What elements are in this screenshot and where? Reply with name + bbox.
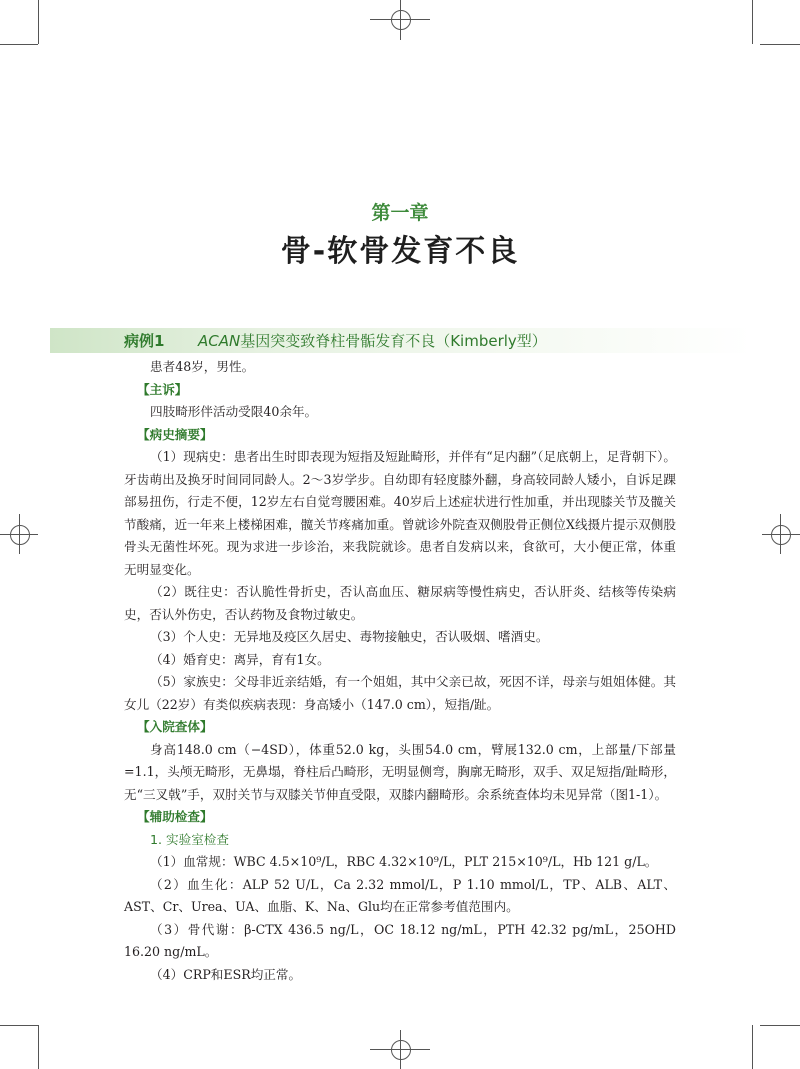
case-title-text: 基因突变致脊柱骨骺发育不良（Kimberly型）	[240, 332, 547, 350]
chapter-title: 骨-软骨发育不良	[280, 234, 520, 269]
blood-routine-paragraph: （1）血常规：WBC 4.5×10⁹/L，RBC 4.32×10⁹/L，PLT 215×10⁹/L，Hb 121 g/L。	[150, 854, 658, 869]
past-history-paragraph: （2）既往史：否认脆性骨折史，否认高血压、糖尿病等慢性病史，否认肝炎、结核等传染病史，否认外伤史，否认药物及食物过敏史。	[124, 584, 676, 622]
lab-subheading: 1. 实验室检查	[150, 831, 229, 847]
case-title	[198, 330, 547, 351]
crp-esr-paragraph: （4）CRP和ESR均正常。	[150, 966, 302, 982]
registration-circle	[391, 1040, 411, 1060]
gene-name: ACAN	[198, 332, 241, 350]
section-heading-chief-complaint: 【主诉】	[137, 381, 188, 397]
crop-mark	[752, 1025, 753, 1069]
crop-mark	[760, 1025, 800, 1026]
registration-circle	[10, 525, 30, 545]
crop-mark	[38, 0, 39, 44]
family-history-paragraph: （5）家族史：父母非近亲结婚，有一个姐姐，其中父亲已故，死因不详，母亲与姐姐体健。其女儿（22岁）有类似疾病表现：身高矮小（147.0 cm），短指/趾。	[124, 674, 676, 712]
section-heading-exam: 【入院查体】	[137, 719, 213, 734]
present-illness-paragraph: （1）现病史：患者出生时即表现为短指及短趾畸形，并伴有“足内翻”（足底朝上，足背朝下）。牙齿萌出及换牙时间同同龄人。2～3岁学步。自幼即有轻度膝外翻，身高较同龄人矮小，自诉足踝部易扭伤，行走不便，12岁左右自觉弯腰困难。40岁后上述症状进行性加重，并出现膝关节及髋关节酸痛，近一年来上楼梯困难，髋关节疼痛加重。曾就诊外院查双侧股骨正侧位X线摄片提示双侧股骨头无菌性坏死。现为求进一步诊治，来我院就诊。患者自发病以来，食欲可，大小便正常，体重无明显变化。	[124, 449, 676, 577]
marital-history-paragraph: （4）婚育史：离异，育有1女。	[150, 651, 330, 667]
registration-circle	[771, 525, 791, 545]
registration-circle	[391, 10, 411, 30]
biochem-paragraph: （2）血生化：ALP 52 U/L，Ca 2.32 mmol/L，P 1.10 mmol/L，TP、ALB、ALT、AST、Cr、Urea、UA、血脂、K、Na、Glu均在正常参考值范围内。	[124, 876, 676, 914]
crop-mark	[760, 44, 800, 45]
case-body	[124, 356, 676, 986]
chief-complaint-paragraph: 四肢畸形伴活动受限40余年。	[150, 404, 318, 419]
chapter-number: 第一章	[371, 202, 429, 224]
exam-paragraph: 身高148.0 cm（−4SD），体重52.0 kg，头围54.0 cm，臂展132.0 cm，上部量/下部量=1.1，头颅无畸形，无鼻塌，脊柱后凸畸形，无明显侧弯，胸廓无畸形，双手、双足短指/趾畸形，无“三叉戟”手，双肘关节与双膝关节伸直受限，双膝内翻畸形。余系统查体均未见异常（图1-1）。	[124, 741, 676, 802]
bone-metab-paragraph: （3）骨代谢：β-CTX 436.5 ng/L，OC 18.12 ng/mL，PTH 42.32 pg/mL，25OHD 16.20 ng/mL。	[124, 921, 676, 959]
section-heading-history: 【病史摘要】	[137, 426, 213, 442]
personal-history-paragraph: （3）个人史：无异地及疫区久居史、毒物接触史，否认吸烟、嗜酒史。	[150, 629, 549, 644]
crop-mark	[38, 1025, 39, 1069]
intro-paragraph: 患者48岁，男性。	[150, 359, 255, 374]
crop-mark	[0, 44, 38, 45]
crop-mark	[0, 1025, 38, 1026]
section-heading-aux: 【辅助检查】	[137, 809, 213, 824]
crop-mark	[752, 0, 753, 44]
case-label: 病例1	[124, 332, 165, 350]
